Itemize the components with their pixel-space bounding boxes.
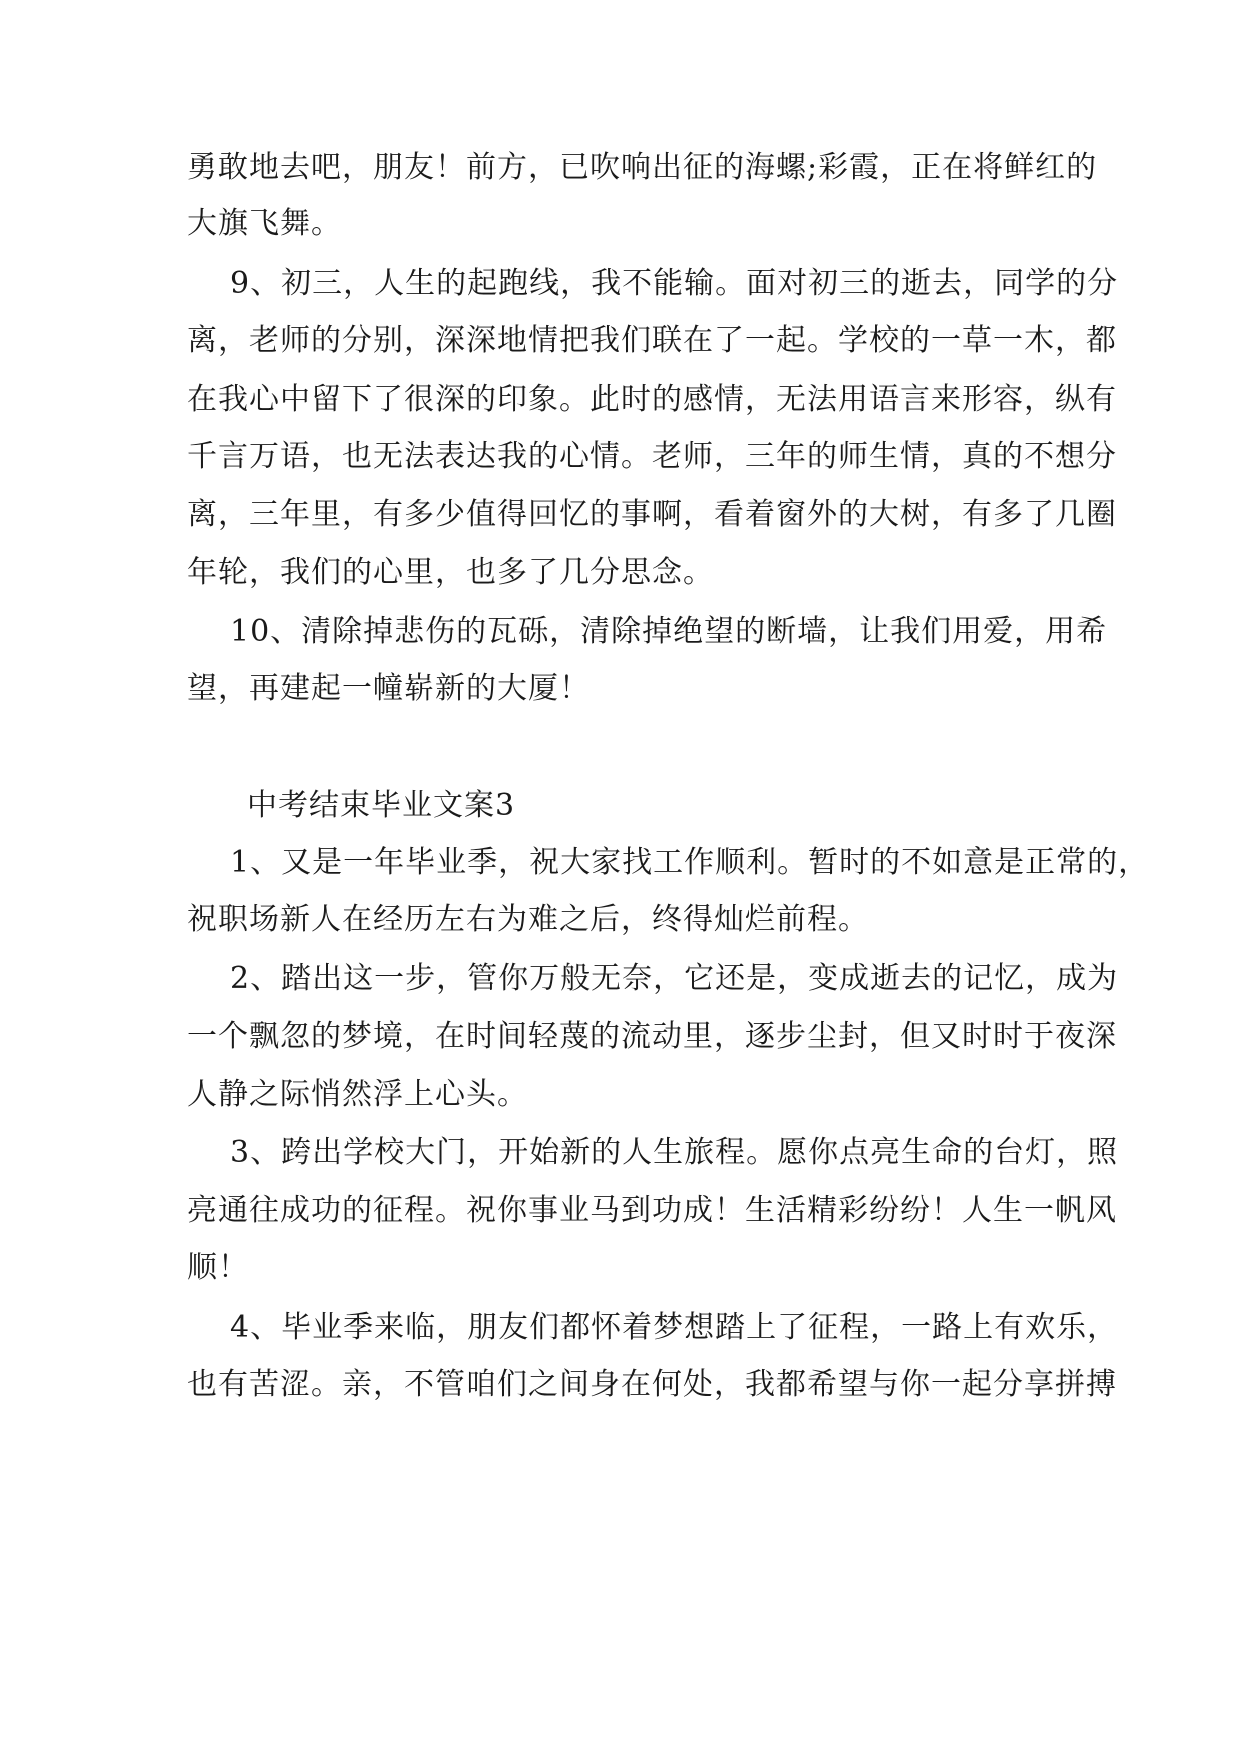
paragraph-line: 2、踏出这一步，管你万般无奈，它还是，变成逝去的记忆，成为 [230,961,1119,996]
paragraph-line: 4、毕业季来临，朋友们都怀着梦想踏上了征程，一路上有欢乐， [230,1310,1119,1345]
paragraph-line: 祝职场新人在经历左右为难之后，终得灿烂前程。 [187,902,869,937]
paragraph-line: 勇敢地去吧，朋友！前方，已吹响出征的海螺;彩霞，正在将鲜红的 [187,150,1098,185]
paragraph-line: 人静之际悄然浮上心头。 [187,1077,528,1112]
paragraph-line: 在我心中留下了很深的印象。此时的感情，无法用语言来形容，纵有 [187,382,1117,417]
paragraph-line: 一个飘忽的梦境，在时间轻蔑的流动里，逐步尘封，但又时时于夜深 [187,1019,1117,1054]
paragraph-line: 离，老师的分别，深深地情把我们联在了一起。学校的一草一木，都 [187,323,1117,358]
paragraph-line: 亮通往成功的征程。祝你事业马到功成！生活精彩纷纷！人生一帆风 [187,1193,1117,1228]
paragraph-line: 年轮，我们的心里，也多了几分思念。 [187,555,714,590]
paragraph-line: 离，三年里，有多少值得回忆的事啊，看着窗外的大树，有多了几圈 [187,497,1117,532]
paragraph-line: 9、初三，人生的起跑线，我不能输。面对初三的逝去，同学的分 [230,266,1119,301]
paragraph-line: 大旗飞舞。 [187,206,342,241]
paragraph-line: 顺！ [187,1250,249,1285]
paragraph-line: 望，再建起一幢崭新的大厦！ [187,671,590,706]
paragraph-line: 千言万语，也无法表达我的心情。老师，三年的师生情，真的不想分 [187,439,1117,474]
section-heading: 中考结束毕业文案3 [247,788,516,823]
paragraph-line: 3、跨出学校大门，开始新的人生旅程。愿你点亮生命的台灯，照 [230,1135,1119,1170]
paragraph-line: 1、又是一年毕业季，祝大家找工作顺利。暂时的不如意是正常的， [230,845,1150,880]
paragraph-line: 10、清除掉悲伤的瓦砾，清除掉绝望的断墙，让我们用爱，用希 [230,614,1108,649]
paragraph-line: 也有苦涩。亲，不管咱们之间身在何处，我都希望与你一起分享拼搏 [187,1367,1117,1402]
